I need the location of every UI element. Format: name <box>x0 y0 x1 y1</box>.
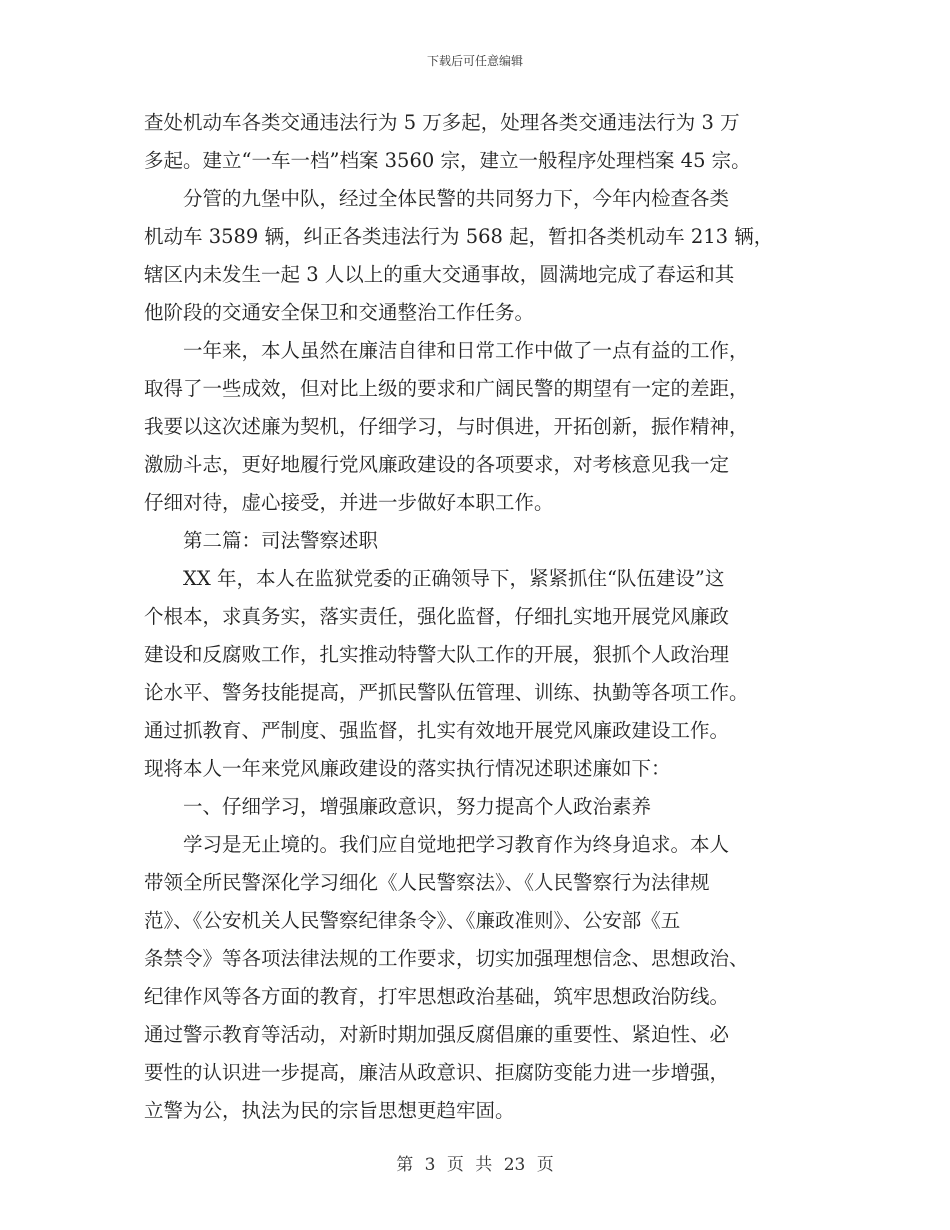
text-line: 论水平、警务技能提高，严抓民警队伍管理、训练、执勤等各项工作。 <box>144 681 749 704</box>
section-heading: 第二篇：司法警察述职 <box>144 529 379 552</box>
text-line: 我要以这次述廉为契机，仔细学习，与时俱进，开拓创新，振作精神， <box>144 415 749 438</box>
text-line: 取得了一些成效，但对比上级的要求和广阔民警的期望有一定的差距， <box>144 377 749 400</box>
text-line: 范》、《公安机关人民警察纪律条令》、《廉政准则》、公安部《五 <box>144 909 681 932</box>
text-line: 辖区内未发生一起 3 人以上的重大交通事故，圆满地完成了春运和其 <box>144 263 735 286</box>
page-number: 第 3 页 共 23 页 <box>396 1155 554 1175</box>
text-line: 建设和反腐败工作，扎实推动特警大队工作的开展，狠抓个人政治理 <box>144 643 730 666</box>
text-line: 分管的九堡中队，经过全体民警的共同努力下，今年内检查各类 <box>144 187 730 210</box>
page-header: 下载后可任意编辑 <box>426 54 523 68</box>
text-line: 一年来，本人虽然在廉洁自律和日常工作中做了一点有益的工作， <box>144 339 749 362</box>
document-body <box>144 104 824 1130</box>
text-line: 带领全所民警深化学习细化《人民警察法》、《人民警察行为法律规 <box>144 871 710 894</box>
text-line: 现将本人一年来党风廉政建设的落实执行情况述职述廉如下： <box>144 757 671 780</box>
text-line: 通过警示教育等活动，对新时期加强反腐倡廉的重要性、紧迫性、必 <box>144 1023 730 1046</box>
text-line: 立警为公，执法为民的宗旨思想更趋牢固。 <box>144 1099 515 1122</box>
text-line: 要性的认识进一步提高，廉洁从政意识、拒腐防变能力进一步增强， <box>144 1061 730 1084</box>
text-line: 仔细对待，虚心接受，并进一步做好本职工作。 <box>144 491 554 514</box>
text-line: 通过抓教育、严制度、强监督，扎实有效地开展党风廉政建设工作。 <box>144 719 730 742</box>
text-line: 学习是无止境的。我们应自觉地把学习教育作为终身追求。本人 <box>144 833 730 856</box>
text-line: 他阶段的交通安全保卫和交通整治工作任务。 <box>144 301 535 324</box>
text-line: XX 年，本人在监狱党委的正确领导下，紧紧抓住“队伍建设”这 <box>144 567 725 590</box>
text-line: 机动车 3589 辆，纠正各类违法行为 568 起，暂扣各类机动车 213 辆， <box>144 225 774 248</box>
text-line: 纪律作风等各方面的教育，打牢思想政治基础，筑牢思想政治防线。 <box>144 985 730 1008</box>
text-line: 查处机动车各类交通违法行为 5 万多起，处理各类交通违法行为 3 万 <box>144 111 740 134</box>
subsection-heading: 一、仔细学习，增强廉政意识，努力提高个人政治素养 <box>144 795 652 818</box>
text-line: 条禁令》等各项法律法规的工作要求，切实加强理想信念、思想政治、 <box>144 947 749 970</box>
text-line: 多起。建立“一车一档”档案 3560 宗，建立一般程序处理档案 45 宗。 <box>144 149 751 172</box>
text-line: 激励斗志，更好地履行党风廉政建设的各项要求，对考核意见我一定 <box>144 453 730 476</box>
text-line: 个根本，求真务实，落实责任，强化监督，仔细扎实地开展党风廉政 <box>144 605 730 628</box>
